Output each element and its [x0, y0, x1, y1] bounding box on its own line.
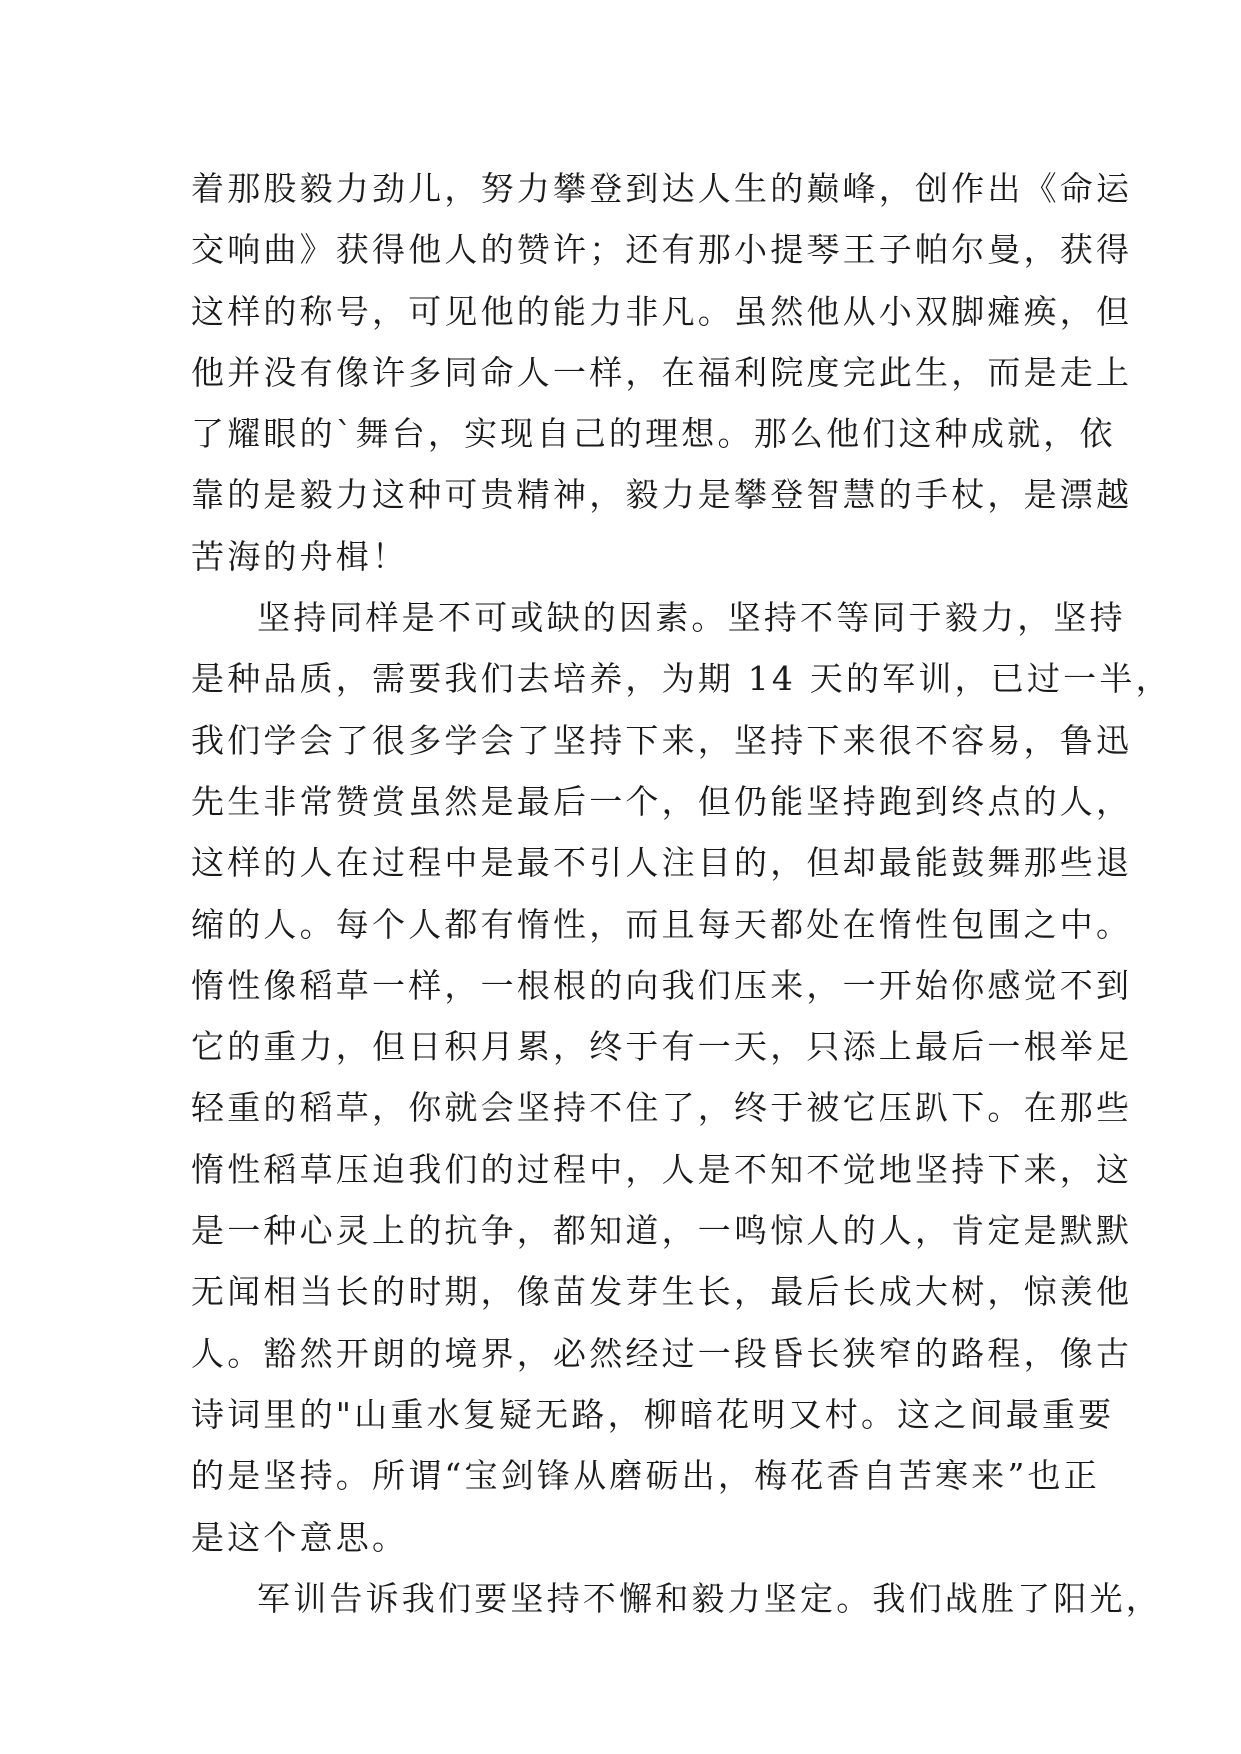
text-line: 诗词里的"山重水复疑无路，柳暗花明又村。这之间最重要 — [191, 1394, 1115, 1434]
text-line: 军训告诉我们要坚持不懈和毅力坚定。我们战胜了阳光， — [257, 1578, 1162, 1618]
essay-body — [191, 158, 1172, 1629]
text-line: 这样的人在过程中是最不引人注目的，但却最能鼓舞那些退 — [191, 843, 1133, 883]
text-line: 了耀眼的`舞台，实现自己的理想。那么他们这种成就，依 — [191, 414, 1116, 454]
paragraph — [191, 1568, 1162, 1629]
text-line: 我们学会了很多学会了坚持下来，坚持下来很不容易，鲁迅 — [191, 720, 1133, 760]
text-line: 是一种心灵上的抗争，都知道，一鸣惊人的人，肯定是默默 — [191, 1211, 1133, 1251]
text-line: 无闻相当长的时期，像苗发芽生长，最后长成大树，惊羡他 — [191, 1272, 1133, 1312]
text-line: 是这个意思。 — [191, 1517, 409, 1557]
text-line: 轻重的稻草，你就会坚持不住了，终于被它压趴下。在那些 — [191, 1088, 1133, 1128]
text-line: 缩的人。每个人都有惰性，而且每天都处在惰性包围之中。 — [191, 904, 1133, 944]
text-line: 惰性稻草压迫我们的过程中，人是不知不觉地坚持下来，这 — [191, 1149, 1133, 1189]
text-line: 人。豁然开朗的境界，必然经过一段昏长狭窄的路程，像古 — [191, 1333, 1133, 1373]
text-line: 先生非常赞赏虽然是最后一个，但仍能坚持跑到终点的人， — [191, 781, 1133, 821]
text-line: 靠的是毅力这种可贵精神，毅力是攀登智慧的手杖，是漂越 — [191, 475, 1133, 515]
text-line: 惰性像稻草一样，一根根的向我们压来，一开始你感觉不到 — [191, 965, 1133, 1005]
paragraph — [191, 587, 1172, 1568]
text-line: 这样的称号，可见他的能力非凡。虽然他从小双脚瘫痪，但 — [191, 291, 1133, 331]
text-line: 着那股毅力劲儿，努力攀登到达人生的巅峰，创作出《命运 — [191, 169, 1133, 208]
text-line: 的是坚持。所谓“宝剑锋从磨砺出，梅花香自苦寒来”也正 — [191, 1456, 1100, 1496]
text-line: 是种品质，需要我们去培养，为期 14 天的军训，已过一半， — [191, 659, 1172, 699]
text-line: 苦海的舟楫！ — [191, 536, 409, 576]
text-line: 它的重力，但日积月累，终于有一天，只添上最后一根举足 — [191, 1027, 1133, 1067]
text-line: 坚持同样是不可或缺的因素。坚持不等同于毅力，坚持 — [257, 598, 1126, 638]
paragraph — [191, 158, 1133, 587]
text-line: 他并没有像许多同命人一样，在福利院度完此生，而是走上 — [191, 352, 1133, 392]
text-line: 交响曲》获得他人的赞许；还有那小提琴王子帕尔曼，获得 — [191, 230, 1133, 270]
